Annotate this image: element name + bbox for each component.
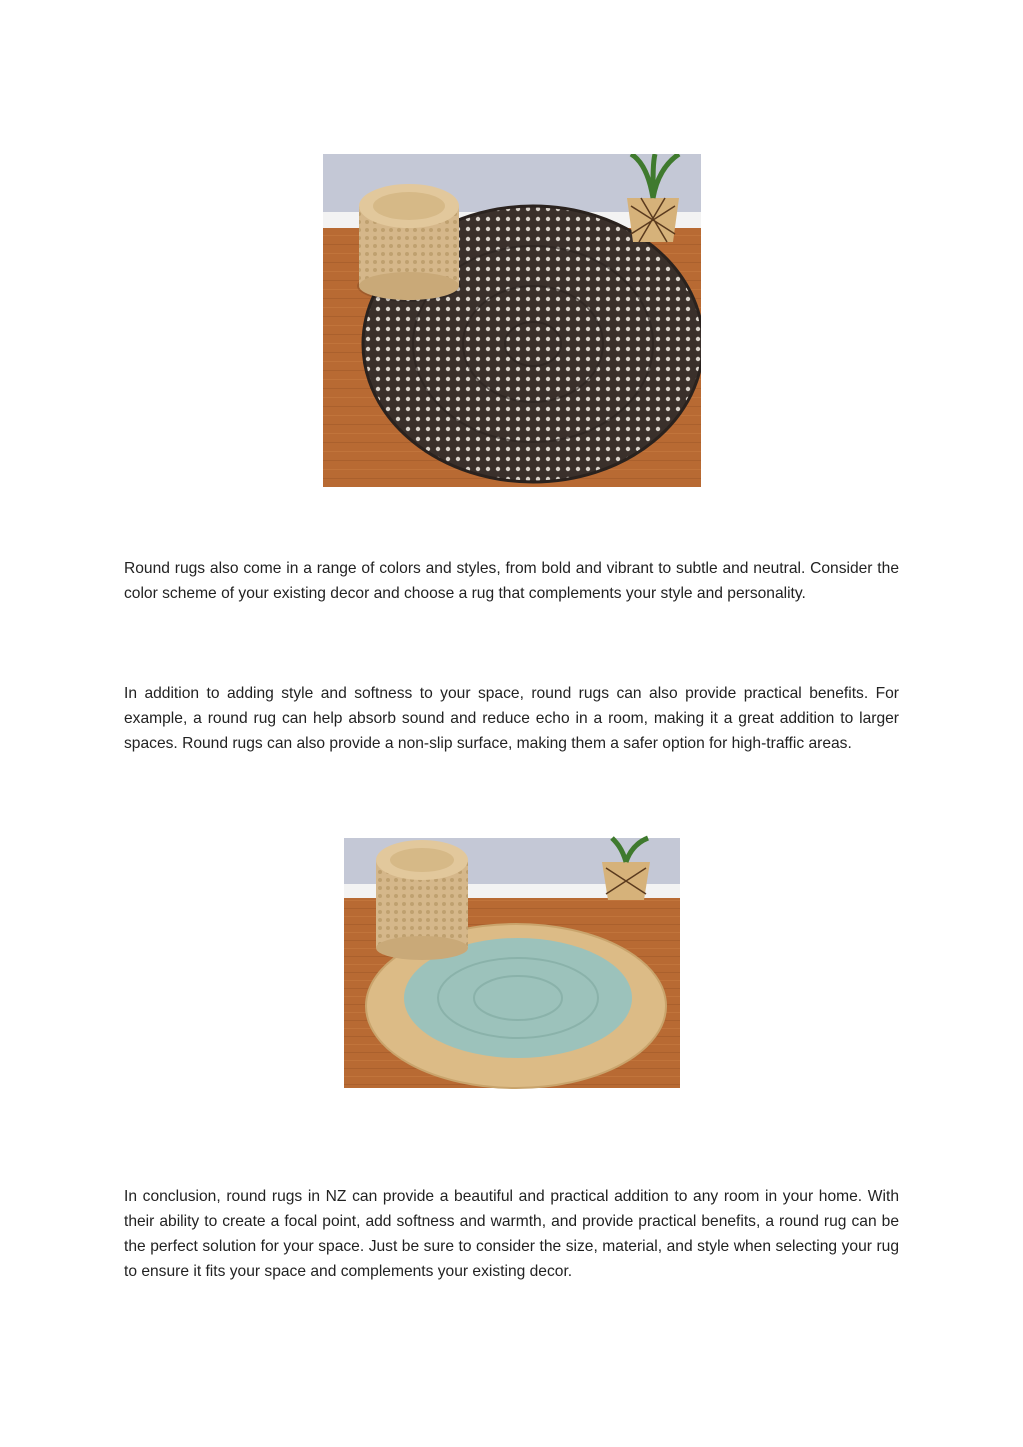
rug-photo-dark-braided: [323, 154, 701, 487]
paragraph-colors-styles: Round rugs also come in a range of colors and styles, from bold and vibrant to subtle and neutral. Consider the color scheme of your existing decor and choose a rug that complements your style and personality.: [124, 560, 899, 602]
rug-photo-teal-jute: [344, 796, 680, 1132]
paragraph-conclusion: In conclusion, round rugs in NZ can provide a beautiful and practical addition to any room in your home. With their ability to create a focal point, add softness and warmth, and provide practical benefits, a round rug can be the perfect solution for your space. Just be sure to consider the size, material, and style when selecting your rug to ensure it fits your space and complements your existing decor.: [124, 1188, 899, 1280]
paragraph-practical-benefits: In addition to adding style and softness to your space, round rugs can also provide practical benefits. For example, a round rug can help absorb sound and reduce echo in a room, making it a great addition to larger spaces. Round rugs can also provide a non-slip surface, making them a safer option for high-traffic areas.: [124, 685, 899, 752]
